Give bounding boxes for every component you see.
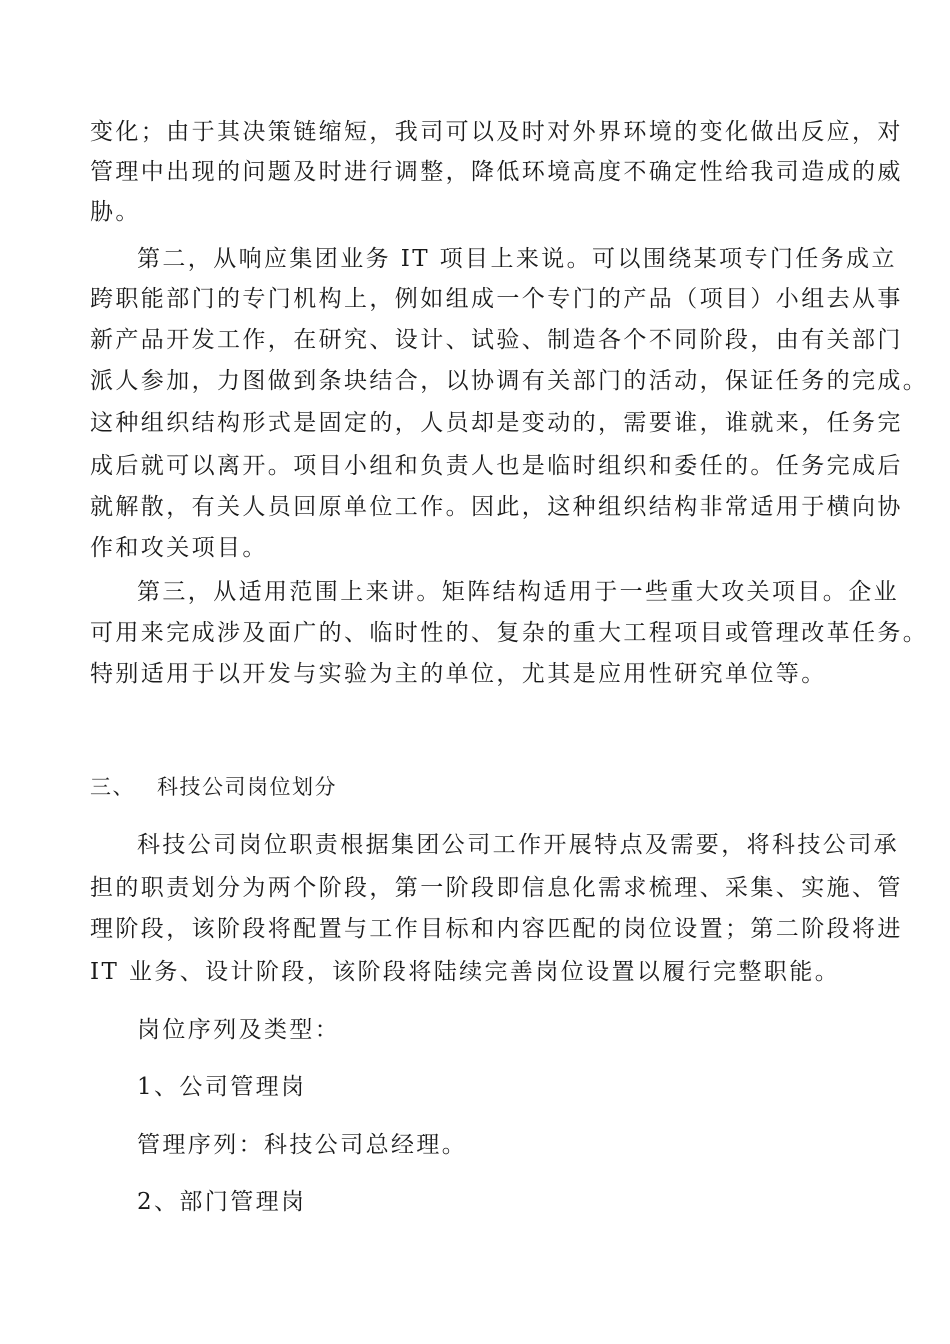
paragraph-3-line: 可用来完成涉及面广的、临时性的、复杂的重大工程项目或管理改革任务。 — [90, 620, 929, 646]
paragraph-4-line: 理阶段，该阶段将配置与工作目标和内容匹配的岗位设置；第二阶段将进 — [90, 916, 903, 942]
list-item-title: 2、部门管理岗 — [137, 1189, 307, 1215]
paragraph-4-line: 担的职责划分为两个阶段，第一阶段即信息化需求梳理、采集、实施、管 — [90, 875, 903, 901]
position-series-intro: 岗位序列及类型： — [137, 1017, 341, 1043]
list-item-detail: 管理序列：科技公司总经理。 — [137, 1132, 468, 1158]
paragraph-1-line: 变化；由于其决策链缩短，我司可以及时对外界环境的变化做出反应，对 — [90, 119, 903, 145]
section-number: 三、 — [90, 775, 135, 799]
section-title: 科技公司岗位划分 — [157, 775, 337, 799]
section-heading — [90, 772, 337, 802]
paragraph-2-line: 跨职能部门的专门机构上，例如组成一个专门的产品（项目）小组去从事 — [90, 286, 903, 312]
paragraph-2-line: 就解散，有关人员回原单位工作。因此，这种组织结构非常适用于横向协 — [90, 494, 903, 520]
paragraph-1-line: 胁。 — [90, 199, 141, 225]
paragraph-2-line: 新产品开发工作，在研究、设计、试验、制造各个不同阶段，由有关部门 — [90, 327, 903, 353]
paragraph-4-line: 科技公司岗位职责根据集团公司工作开展特点及需要，将科技公司承 — [137, 832, 899, 858]
paragraph-3-line: 特别适用于以开发与实验为主的单位，尤其是应用性研究单位等。 — [90, 661, 827, 687]
paragraph-2-line: 第二，从响应集团业务 IT 项目上来说。可以围绕某项专门任务成立 — [137, 246, 897, 272]
paragraph-2-line: 派人参加，力图做到条块结合，以协调有关部门的活动，保证任务的完成。 — [90, 368, 929, 394]
list-item-title: 1、公司管理岗 — [137, 1074, 307, 1100]
paragraph-2-line: 这种组织结构形式是固定的，人员却是变动的，需要谁，谁就来，任务完 — [90, 410, 903, 436]
paragraph-4-line: IT 业务、设计阶段，该阶段将陆续完善岗位设置以履行完整职能。 — [90, 959, 841, 985]
paragraph-2-line: 成后就可以离开。项目小组和负责人也是临时组织和委任的。任务完成后 — [90, 453, 903, 479]
paragraph-3-line: 第三，从适用范围上来讲。矩阵结构适用于一些重大攻关项目。企业 — [137, 579, 899, 605]
paragraph-1-line: 管理中出现的问题及时进行调整，降低环境高度不确定性给我司造成的威 — [90, 159, 903, 185]
paragraph-2-line: 作和攻关项目。 — [90, 535, 268, 561]
